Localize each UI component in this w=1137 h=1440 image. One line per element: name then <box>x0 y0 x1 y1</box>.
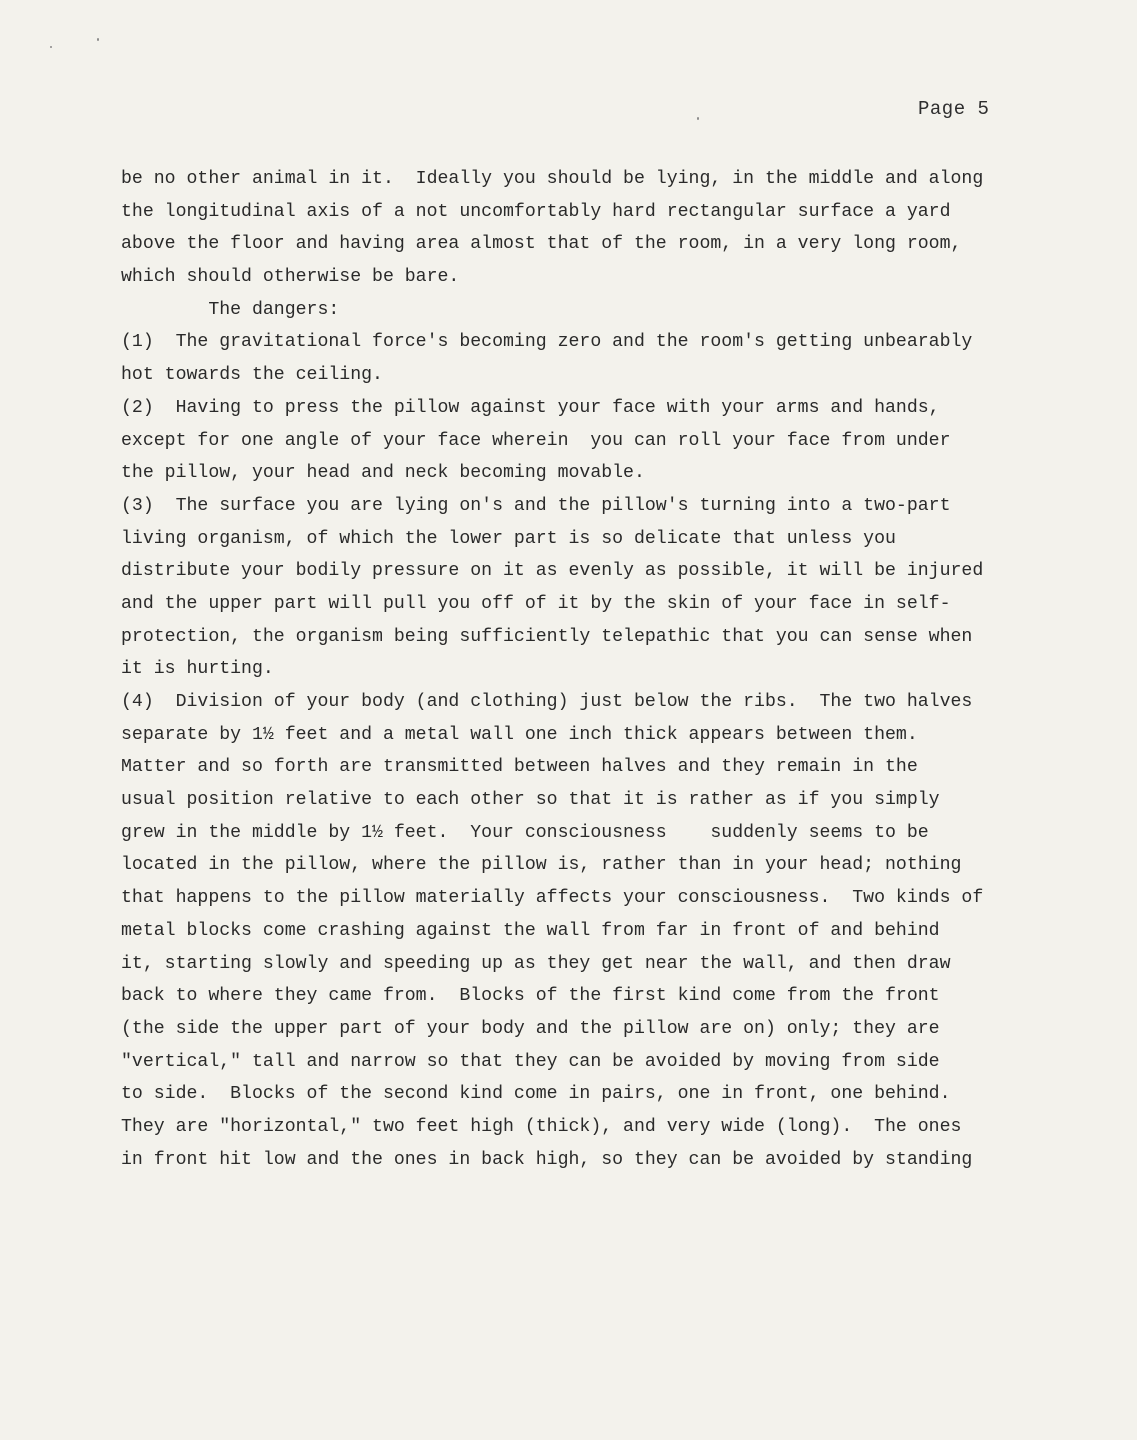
text-line: grew in the middle by 1½ feet. Your consciousness suddenly seems to be <box>121 822 929 843</box>
text-line: (the side the upper part of your body and the pillow are on) only; they are <box>121 1018 940 1039</box>
text-line: the longitudinal axis of a not uncomfortably hard rectangular surface a yard <box>121 201 951 222</box>
page-number: Page 5 <box>918 98 990 120</box>
text-line: in front hit low and the ones in back high, so they can be avoided by standing <box>121 1149 973 1170</box>
text-line: except for one angle of your face wherein you can roll your face from under <box>121 430 951 451</box>
text-line: above the floor and having area almost that of the room, in a very long room, <box>121 234 962 255</box>
text-line: and the upper part will pull you off of it by the skin of your face in self- <box>121 593 951 614</box>
paper-speck <box>50 46 52 48</box>
text-line: They are "horizontal," two feet high (thick), and very wide (long). The ones <box>121 1116 962 1137</box>
paper-speck <box>697 117 699 120</box>
text-line: be no other animal in it. Ideally you should be lying, in the middle and along <box>121 169 984 189</box>
text-line: protection, the organism being sufficiently telepathic that you can sense when <box>121 626 973 647</box>
text-line: "vertical," tall and narrow so that they can be avoided by moving from side <box>121 1051 940 1072</box>
paper-speck <box>97 38 99 41</box>
text-line: located in the pillow, where the pillow is, rather than in your head; nothing <box>121 855 962 876</box>
text-line: it, starting slowly and speeding up as they get near the wall, and then draw <box>121 953 951 974</box>
text-line: (2) Having to press the pillow against your face with your arms and hands, <box>121 397 940 418</box>
text-line: (4) Division of your body (and clothing) just below the ribs. The two halves <box>121 692 973 712</box>
body-text <box>121 163 1021 1176</box>
text-line: it is hurting. <box>121 659 274 680</box>
text-line: back to where they came from. Blocks of the first kind come from the front <box>121 986 940 1007</box>
text-line: metal blocks come crashing against the wall from far in front of and behind <box>121 920 940 941</box>
text-line: usual position relative to each other so that it is rather as if you simply <box>121 790 940 811</box>
text-line: (1) The gravitational force's becoming zero and the room's getting unbearably <box>121 332 973 353</box>
text-line: The dangers: <box>121 299 340 320</box>
text-line: to side. Blocks of the second kind come in pairs, one in front, one behind. <box>121 1084 951 1105</box>
text-line: living organism, of which the lower part is so delicate that unless you <box>121 528 896 549</box>
text-line: (3) The surface you are lying on's and the pillow's turning into a two-part <box>121 495 951 516</box>
text-line: hot towards the ceiling. <box>121 365 383 386</box>
text-line: distribute your bodily pressure on it as evenly as possible, it will be injured <box>121 561 984 582</box>
text-line: the pillow, your head and neck becoming movable. <box>121 463 645 484</box>
text-line: which should otherwise be bare. <box>121 267 460 288</box>
text-line: separate by 1½ feet and a metal wall one inch thick appears between them. <box>121 724 918 745</box>
text-line: that happens to the pillow materially affects your consciousness. Two kinds of <box>121 888 984 909</box>
text-line: Matter and so forth are transmitted between halves and they remain in the <box>121 757 918 778</box>
